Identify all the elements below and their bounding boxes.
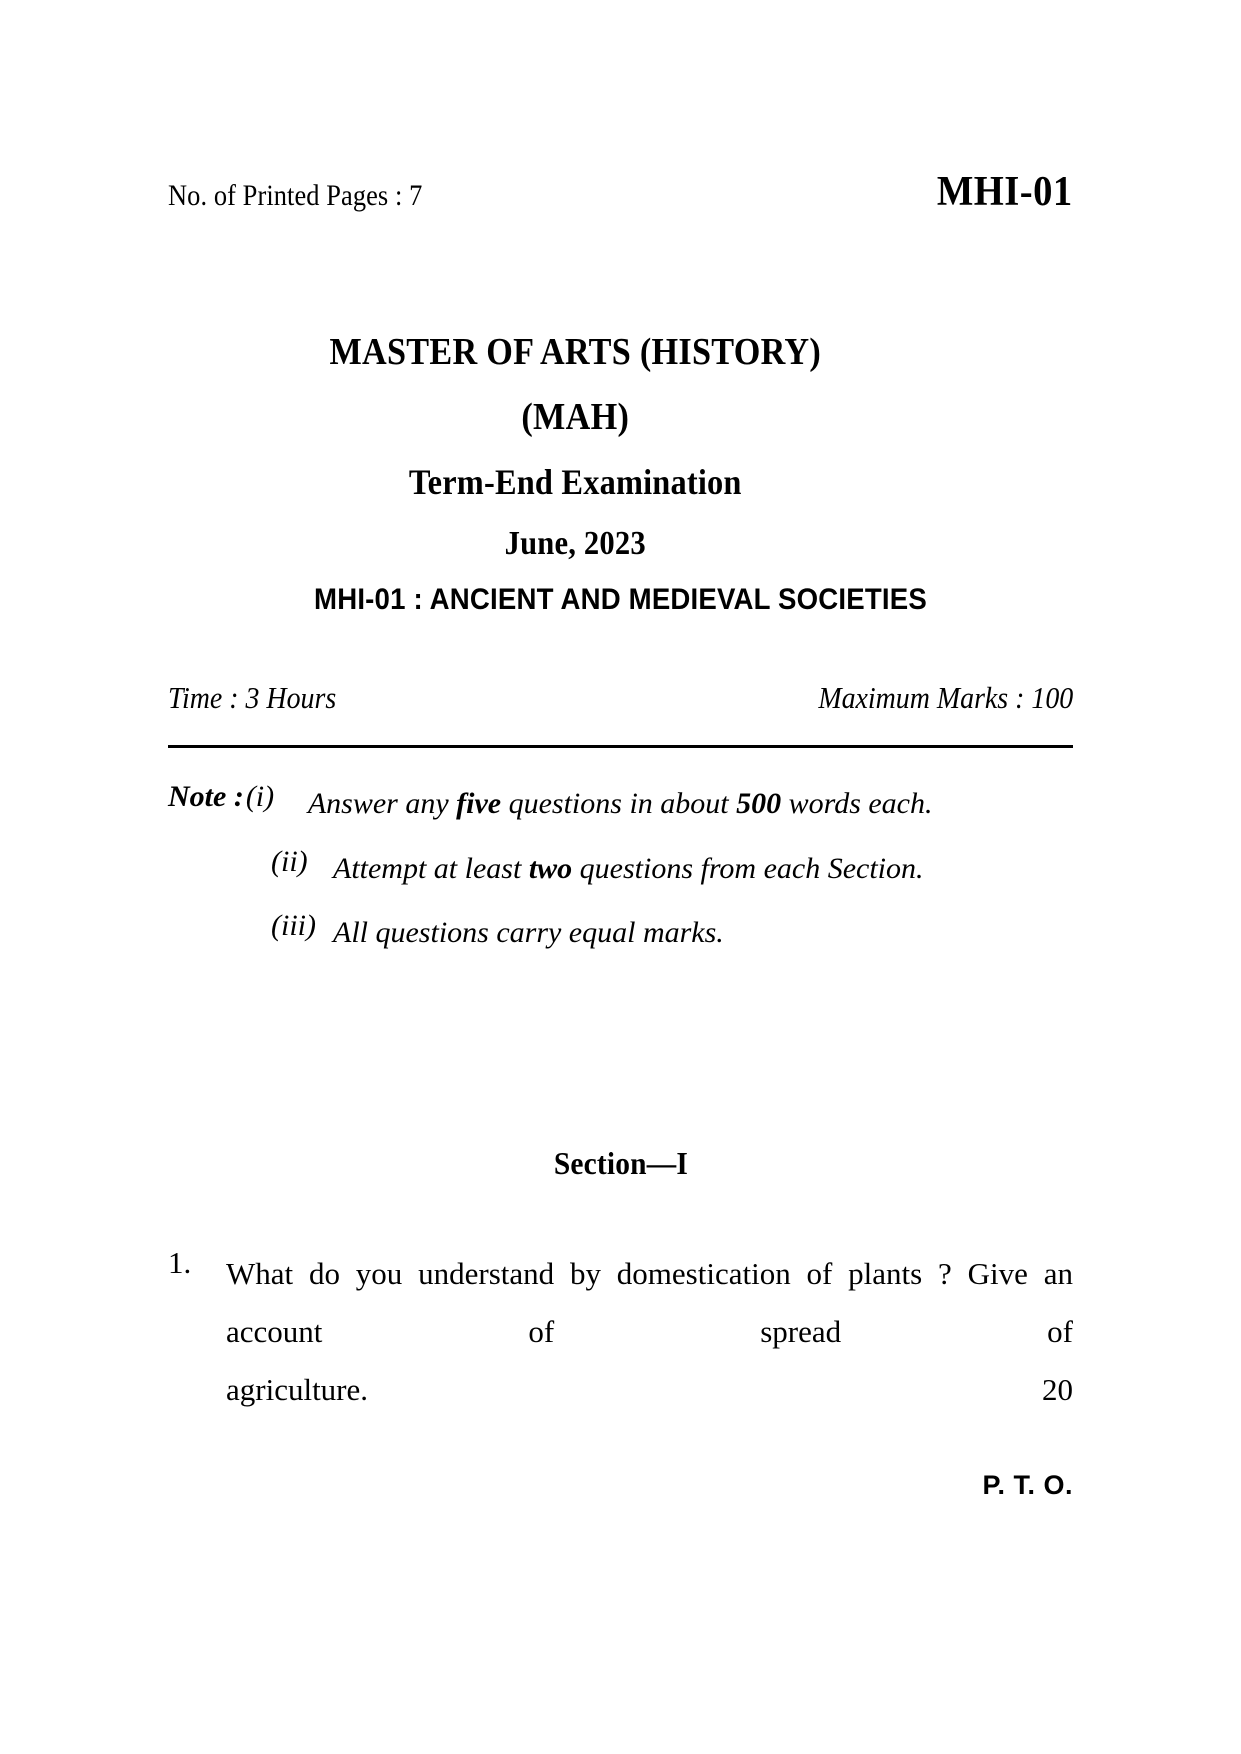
note-text-before: Attempt at least	[333, 851, 529, 885]
course-code-label: MHI-01	[937, 169, 1073, 215]
question-tail-row	[226, 1361, 1073, 1419]
horizontal-rule	[168, 745, 1073, 748]
title-block	[168, 330, 1073, 617]
note-text-before: Answer any	[307, 787, 457, 820]
page-header	[168, 168, 1073, 216]
examination-type: Term-End Examination	[408, 462, 742, 502]
note-emphasis-count: two	[528, 851, 573, 885]
page-turn-over-label: P. T. O.	[982, 1470, 1073, 1500]
question-item	[168, 1245, 1073, 1419]
note-item	[168, 845, 1073, 894]
subject-title: MHI-01 : ANCIENT AND MEDIEVAL SOCIETIES	[314, 583, 927, 616]
time-allowed: Time : 3 Hours	[168, 680, 337, 715]
note-text	[308, 780, 1073, 829]
note-text-after: words each.	[781, 787, 933, 820]
note-emphasis-words: 500	[736, 787, 782, 820]
printed-pages-label: No. of Printed Pages : 7	[168, 179, 423, 212]
program-title: MASTER OF ARTS (HISTORY)	[329, 331, 822, 373]
question-text-tail: agriculture.	[226, 1371, 369, 1407]
note-text	[333, 845, 1073, 894]
note-marker: (i)	[245, 780, 275, 813]
note-marker: (iii)	[271, 909, 316, 943]
examination-session: June, 2023	[504, 525, 646, 562]
instructions-note-block	[168, 780, 1073, 974]
question-number: 1.	[168, 1245, 192, 1280]
note-text-before: All questions carry equal marks.	[333, 916, 724, 950]
note-emphasis-count: five	[456, 787, 502, 820]
note-item	[168, 909, 1073, 958]
maximum-marks: Maximum Marks : 100	[818, 680, 1073, 715]
question-body	[226, 1245, 1073, 1419]
note-text-mid: questions from each Section.	[572, 851, 924, 885]
question-marks: 20	[1042, 1371, 1073, 1407]
exam-meta-row	[168, 680, 1073, 716]
section-heading	[168, 1145, 1073, 1182]
note-text-mid: questions in about	[501, 787, 737, 820]
program-abbreviation: (MAH)	[521, 396, 630, 438]
note-marker: (ii)	[271, 844, 308, 878]
note-text	[333, 909, 1073, 958]
note-item	[168, 780, 1073, 829]
question-text: What do you understand by domestication of plants ? Give an account of spread of	[226, 1256, 1073, 1349]
note-label: Note :	[168, 780, 244, 813]
section-heading-label: Section—I	[553, 1145, 688, 1181]
